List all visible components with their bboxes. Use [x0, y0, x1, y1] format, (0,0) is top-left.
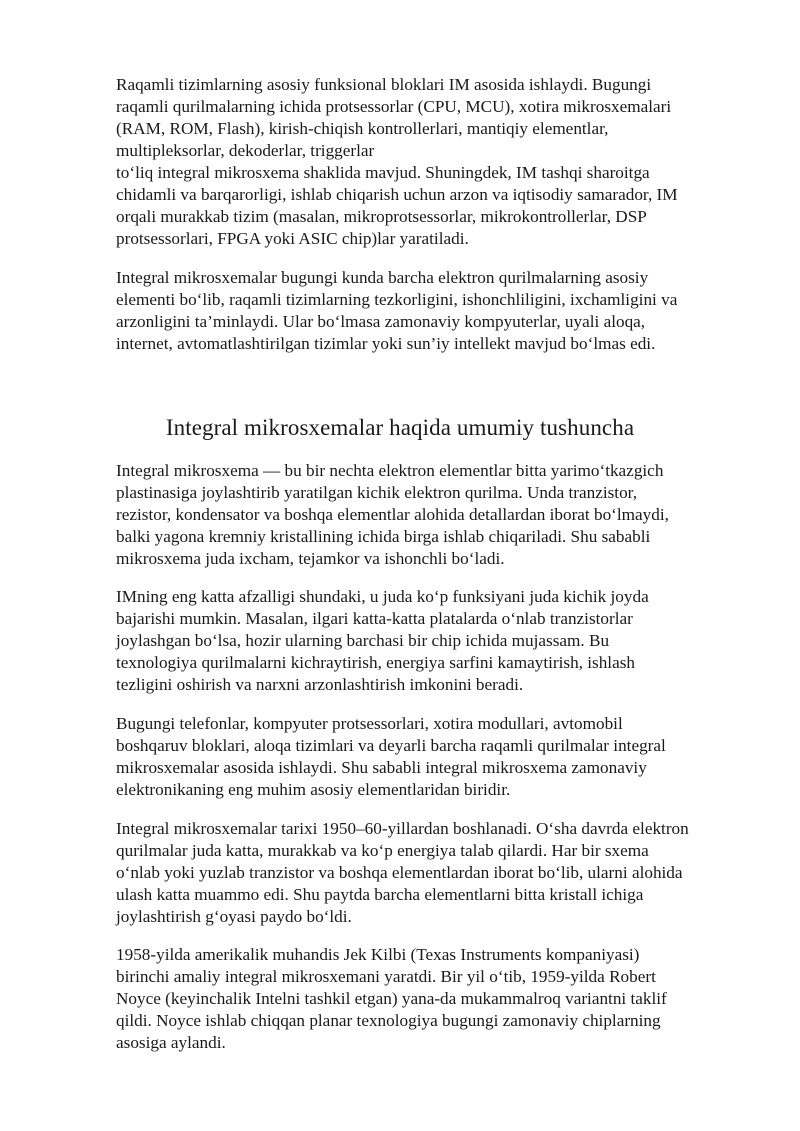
text-line: elementi bo‘lib, raqamli tizimlarning tezkorligini, ishonchliligini, ixchamligini va [116, 290, 678, 309]
text-line: 1958-yilda amerikalik muhandis Jek Kilbi (Texas Instruments kompaniyasi) [116, 945, 640, 964]
paragraph-4 [116, 586, 746, 696]
text-line: rezistor, kondensator va boshqa elementlar alohida detallardan iborat bo‘lmaydi, [116, 505, 669, 524]
text-line: to‘liq integral mikrosxema shaklida mavjud. Shuningdek, IM tashqi sharoitga [116, 163, 650, 182]
text-line: mikrosxema juda ixcham, tejamkor va ishonchli bo‘ladi. [116, 549, 505, 568]
text-line: Noyce (keyinchalik Intelni tashkil etgan) yana-da mukammalroq variantni taklif [116, 989, 667, 1008]
paragraph-5 [116, 713, 746, 801]
text-line: texnologiya qurilmalarni kichraytirish, energiya sarfini kamaytirish, ishlash [116, 653, 635, 672]
text-line: tezligini oshirish va narxni arzonlashtirish imkonini beradi. [116, 675, 524, 694]
paragraph-6 [116, 818, 746, 928]
text-line: boshqaruv bloklari, aloqa tizimlari va deyarli barcha raqamli qurilmalar integral [116, 736, 666, 755]
text-line: o‘nlab yoki yuzlab tranzistor va boshqa elementlardan iborat bo‘lib, ularni alohida [116, 863, 683, 882]
text-line: birinchi amaliy integral mikrosxemani yaratdi. Bir yil o‘tib, 1959-yilda Robert [116, 967, 656, 986]
paragraph-7 [116, 944, 746, 1054]
text-line: internet, avtomatlashtirilgan tizimlar yoki sun’iy intellekt mavjud bo‘lmas edi. [116, 334, 656, 353]
text-line: Bugungi telefonlar, kompyuter protsessorlari, xotira modullari, avtomobil [116, 714, 623, 733]
text-line: orqali murakkab tizim (masalan, mikroprotsessorlar, mikrokontrollerlar, DSP [116, 207, 647, 226]
text-line: elektronikaning eng muhim asosiy elementlaridan biridir. [116, 780, 511, 799]
text-line: IMning eng katta afzalligi shundaki, u juda ko‘p funksiyani juda kichik joyda [116, 587, 649, 606]
text-line: qurilmalar juda katta, murakkab va ko‘p energiya talab qilardi. Har bir sxema [116, 841, 649, 860]
text-line: qildi. Noyce ishlab chiqqan planar texnologiya bugungi zamonaviy chiplarning [116, 1011, 661, 1030]
text-line: multipleksorlar, dekoderlar, triggerlar [116, 141, 375, 160]
text-line: Raqamli tizimlarning asosiy funksional bloklari IM asosida ishlaydi. Bugungi [116, 75, 652, 94]
text-line: plastinasiga joylashtirib yaratilgan kichik elektron qurilma. Unda tranzistor, [116, 483, 638, 502]
text-line: raqamli qurilmalarning ichida protsessorlar (CPU, MCU), xotira mikrosxemalari [116, 97, 672, 116]
paragraph-3 [116, 460, 746, 570]
text-line: balki yagona kremniy kristallining ichida birga ishlab chiqariladi. Shu sababli [116, 527, 651, 546]
text-line: joylashtirish g‘oyasi paydo bo‘ldi. [116, 907, 352, 926]
paragraph-1 [116, 74, 746, 250]
paragraph-2 [116, 267, 746, 355]
text-line: arzonligini ta’minlaydi. Ular bo‘lmasa zamonaviy kompyuterlar, uyali aloqa, [116, 312, 646, 331]
text-line: Integral mikrosxemalar tarixi 1950–60-yillardan boshlanadi. O‘sha davrda elektron [116, 819, 689, 838]
text-line: (RAM, ROM, Flash), kirish-chiqish kontrollerlari, mantiqiy elementlar, [116, 119, 609, 138]
text-line: bajarishi mumkin. Masalan, ilgari katta-katta platalarda o‘nlab tranzistorlar [116, 609, 633, 628]
text-line: ulash katta muammo edi. Shu paytda barcha elementlarni bitta kristall ichiga [116, 885, 644, 904]
text-line: mikrosxemalar asosida ishlaydi. Shu sababli integral mikrosxema zamonaviy [116, 758, 647, 777]
text-line: Integral mikrosxema — bu bir nechta elektron elementlar bitta yarimo‘tkazgich [116, 461, 664, 480]
text-line: chidamli va barqarorligi, ishlab chiqarish uchun arzon va iqtisodiy samarador, IM [116, 185, 678, 204]
text-line: asosiga aylandi. [116, 1033, 226, 1052]
text-line: Integral mikrosxemalar bugungi kunda barcha elektron qurilmalarning asosiy [116, 268, 649, 287]
text-line: protsessorlari, FPGA yoki ASIC chip)lar yaratiladi. [116, 229, 469, 248]
section-heading: Integral mikrosxemalar haqida umumiy tushuncha [165, 415, 635, 440]
text-line: joylashgan bo‘lsa, hozir ularning barchasi bir chip ichida mujassam. Bu [116, 631, 610, 650]
